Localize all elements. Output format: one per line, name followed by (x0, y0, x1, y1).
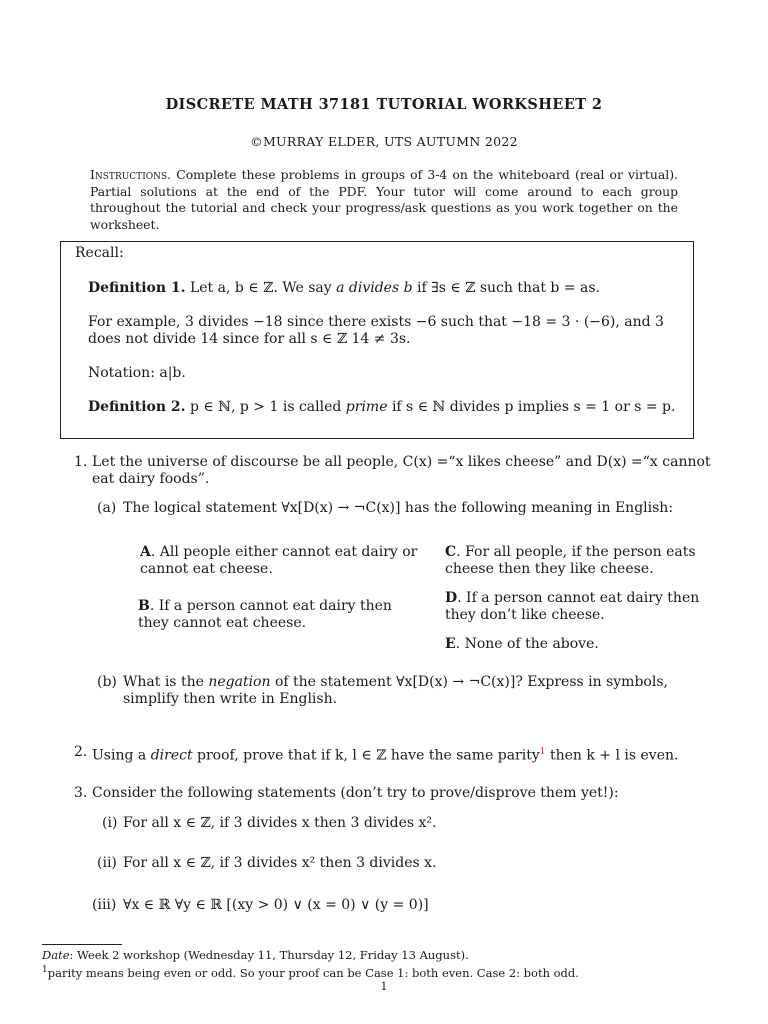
option-e-text: None of the above. (464, 636, 599, 652)
option-c-text: For all people, if the person eats cheese then they like cheese. (445, 544, 696, 577)
page-title: DISCRETE MATH 37181 TUTORIAL WORKSHEET 2 (165, 96, 603, 113)
recall-box (60, 241, 694, 439)
option-d: D. If a person cannot eat dairy then they don’t like cheese. (445, 590, 700, 623)
author-line: ©MURRAY ELDER, UTS AUTUMN 2022 (250, 134, 518, 149)
option-e-letter: E (445, 636, 456, 652)
q3-i-label: (i) (102, 815, 118, 831)
option-c-letter: C (445, 544, 457, 560)
divides-example: For example, 3 divides −18 since there exists −6 such that −18 = 3 · (−6), and 3 does not divide 14 since for all s ∈ ℤ 14 ≠ 3s. (88, 314, 664, 347)
definition-1-text-b: if ∃s ∈ ℤ such that b = as. (412, 280, 600, 296)
footnote-date (42, 948, 469, 962)
option-a: A. All people either cannot eat dairy or cannot eat cheese. (140, 544, 418, 577)
recall-heading: Recall: (75, 245, 124, 261)
footnote-date-text: : Week 2 workshop (Wednesday 11, Thursday 12, Friday 13 August). (69, 948, 469, 962)
q2-number: 2. (74, 744, 88, 760)
definition-2-text-a: p ∈ ℕ, p > 1 is called (185, 399, 346, 415)
q1b-term: negation (208, 674, 271, 690)
option-d-text: If a person cannot eat dairy then they don’t like cheese. (445, 590, 700, 623)
page-number: 1 (380, 980, 388, 993)
option-b: B. If a person cannot eat dairy then they cannot eat cheese. (138, 598, 392, 631)
definition-2-text-b: if s ∈ ℕ divides p implies s = 1 or s = p. (387, 399, 676, 415)
option-a-letter: A (140, 544, 151, 560)
option-c: C. For all people, if the person eats cheese then they like cheese. (445, 544, 696, 577)
definition-2 (88, 399, 683, 416)
q3-text: Consider the following statements (don’t try to prove/disprove them yet!): (92, 785, 619, 801)
q3-iii-label: (iii) (92, 897, 117, 913)
q1-number: 1. (74, 454, 88, 470)
option-d-letter: D (445, 590, 458, 606)
footnote-date-label: Date (42, 948, 70, 962)
q1b-text-b: of the statement ∀x[D(x) → ¬C(x)]? Express in symbols, simplify then write in English. (123, 674, 668, 707)
q2-text-c: then k + l is even. (545, 747, 679, 764)
definition-2-term: prime (345, 399, 388, 415)
definition-1-text-a: Let a, b ∈ ℤ. We say (185, 280, 337, 296)
footnote-rule (42, 944, 122, 945)
q2-text-b: proof, prove that if k, l ∈ ℤ have the same parity (192, 747, 540, 764)
footnote-1-mark: 1 (42, 965, 48, 975)
q3-ii-text: For all x ∈ ℤ, if 3 divides x² then 3 divides x. (123, 855, 437, 871)
definition-2-label: Definition 2. (88, 399, 186, 415)
instructions-label: Instructions. (90, 167, 172, 182)
option-b-text: If a person cannot eat dairy then they cannot eat cheese. (138, 598, 392, 631)
q1a-text: The logical statement ∀x[D(x) → ¬C(x)] has the following meaning in English: (123, 500, 674, 516)
option-b-letter: B (138, 598, 150, 614)
notation: Notation: a|b. (88, 365, 186, 381)
q3-i-text: For all x ∈ ℤ, if 3 divides x then 3 divides x². (123, 815, 437, 831)
footnote-mark-1[interactable]: 1 (539, 747, 546, 757)
definition-1 (88, 280, 683, 297)
q2-text-a: Using a (92, 747, 151, 764)
footnote-1 (42, 963, 579, 980)
q1-text: Let the universe of discourse be all people, C(x) =“x likes cheese” and D(x) =“x cannot eat dairy foods”. (92, 454, 711, 487)
q1b-text (123, 674, 725, 708)
q1b-text-a: What is the (123, 674, 209, 690)
definition-1-label: Definition 1. (88, 280, 186, 296)
definition-1-term: a divides b (336, 280, 413, 296)
option-e: E. None of the above. (445, 636, 599, 652)
q3-number: 3. (74, 785, 88, 801)
q1a-label: (a) (97, 500, 117, 516)
instructions (90, 167, 678, 233)
q3-ii-label: (ii) (97, 855, 117, 871)
instructions-text: Complete these problems in groups of 3-4 on the whiteboard (real or virtual). Partial solutions at the end of the PDF. Your tutor will come around to each group throughout the tutorial and check your progress/ask questions as you work together on the worksheet. (90, 167, 678, 232)
footnote-1-text: parity means being even or odd. So your proof can be Case 1: both even. Case 2: both odd. (47, 965, 579, 980)
option-a-text: All people either cannot eat dairy or cannot eat cheese. (140, 544, 418, 577)
q2-term: direct (150, 747, 193, 764)
q2-text (92, 744, 725, 765)
q3-iii-text: ∀x ∈ ℝ ∀y ∈ ℝ [(xy > 0) ∨ (x = 0) ∨ (y = 0)] (123, 897, 429, 913)
q1b-label: (b) (97, 674, 117, 690)
